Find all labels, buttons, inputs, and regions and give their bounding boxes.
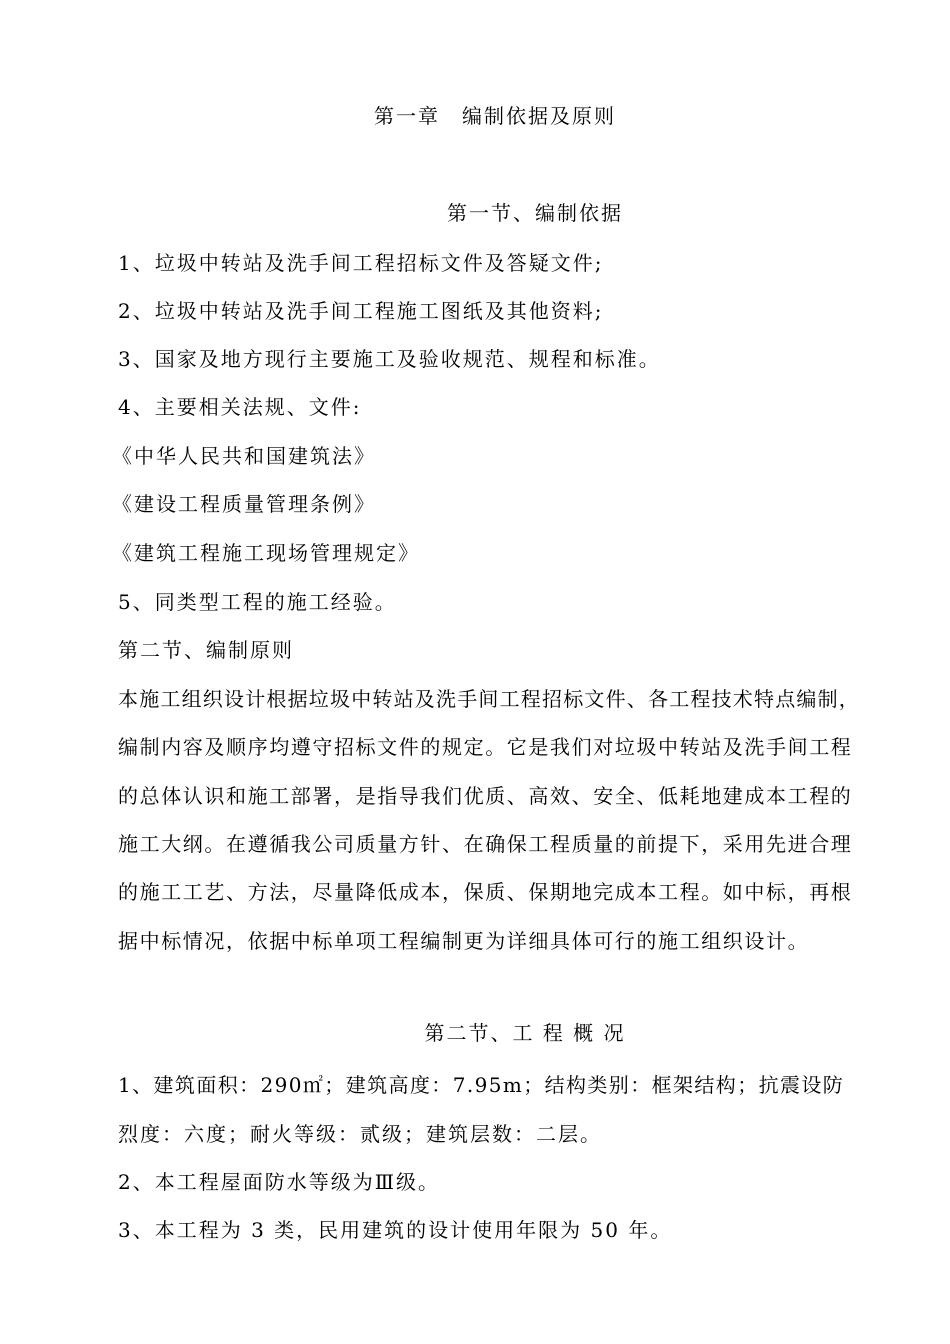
overview-line: 烈度：六度；耐火等级：贰级；建筑层数：二层。: [118, 1122, 602, 1146]
paragraph-line: 的总体认识和施工部署，是指导我们优质、高效、安全、低耗地建成本工程的: [118, 784, 853, 808]
section-title-overview: 第二节、工 程 概 况: [424, 1021, 626, 1045]
regulation-item: 《建筑工程施工现场管理规定》: [112, 541, 420, 565]
list-item: 4、主要相关法规、文件:: [118, 395, 362, 419]
list-item: 3、国家及地方现行主要施工及验收规范、规程和标准。: [118, 347, 661, 371]
overview-line: 2、本工程屋面防水等级为Ⅲ级。: [118, 1170, 441, 1194]
paragraph-line: 的施工工艺、方法，尽量降低成本，保质、保期地完成本工程。如中标，再根: [118, 880, 853, 904]
regulation-item: 《中华人民共和国建筑法》: [112, 444, 376, 468]
list-item: 1、垃圾中转站及洗手间工程招标文件及答疑文件;: [118, 251, 604, 275]
regulation-item: 《建设工程质量管理条例》: [112, 492, 376, 516]
list-item: 5、同类型工程的施工经验。: [118, 590, 397, 614]
paragraph-line: 编制内容及顺序均遵守招标文件的规定。它是我们对垃圾中转站及洗手间工程: [118, 735, 853, 759]
paragraph-line: 本施工组织设计根据垃圾中转站及洗手间工程招标文件、各工程技术特点编制，: [118, 687, 860, 711]
paragraph-line: 据中标情况，依据中标单项工程编制更为详细具体可行的施工组织设计。: [118, 929, 810, 953]
paragraph-line: 施工大纲。在遵循我公司质量方针、在确保工程质量的前提下，采用先进合理: [118, 832, 853, 856]
list-item: 2、垃圾中转站及洗手间工程施工图纸及其他资料;: [118, 299, 604, 323]
section-title-basis: 第一节、编制依据: [447, 201, 623, 225]
chapter-title: 第一章 编制依据及原则: [374, 104, 616, 128]
overview-line: 1、建筑面积：290㎡；建筑高度：7.95m；结构类别：框架结构；抗震设防: [118, 1073, 845, 1097]
section-title-principles: 第二节、编制原则: [118, 638, 294, 662]
overview-line: 3、本工程为 3 类，民用建筑的设计使用年限为 50 年。: [118, 1218, 673, 1242]
